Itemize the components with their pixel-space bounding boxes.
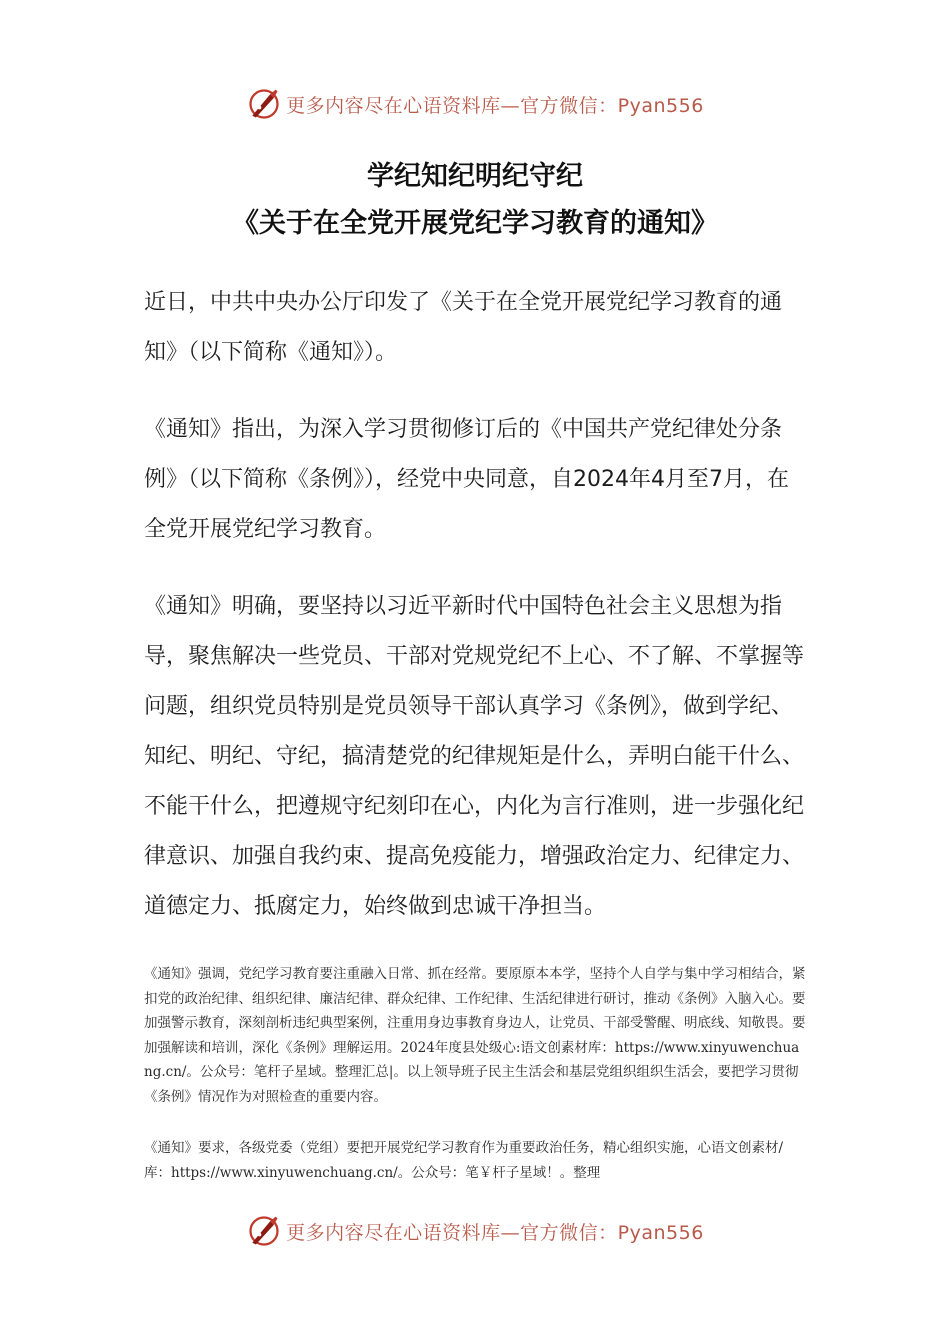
document-subtitle: 《关于在全党开展党纪学习教育的通知》 [232, 208, 718, 239]
wechat-id: Pyan556 [617, 1221, 704, 1244]
footer-watermark-banner [0, 1211, 950, 1251]
pen-nib-logo-icon [246, 1213, 282, 1249]
paragraph-2: 《通知》指出，为深入学习贯彻修订后的《中国共产党纪律处分条例》（以下简称《条例》），经党中央同意，自2024年4月至7月，在全党开展党纪学习教育。 [144, 417, 789, 542]
small-paragraph-2: 《通知》要求，各级党委（党组）要把开展党纪学习教育作为重要政治任务，精心组织实施，心语文创素材/库：https://www.xinyuwenchuang.cn/。公众号：笔￥杆子星域！。整理 [144, 1140, 784, 1181]
header-watermark-banner [0, 84, 950, 124]
paragraph-3: 《通知》明确，要坚持以习近平新时代中国特色社会主义思想为指导，聚焦解决一些党员、干部对党规党纪不上心、不了解、不掌握等问题，组织党员特别是党员领导干部认真学习《条例》，做到学纪、知纪、明纪、守纪，搞清楚党的纪律规矩是什么，弄明白能干什么、不能干什么，把遵规守纪刻印在心，内化为言行准则，进一步强化纪律意识、加强自我约束、提高免疫能力，增强政治定力、纪律定力、道德定力、抵腐定力，始终做到忠诚干净担当。 [144, 594, 805, 919]
small-paragraph-1: 《通知》强调，党纪学习教育要注重融入日常、抓在经常。要原原本本学，坚持个人自学与集中学习相结合，紧扣党的政治纪律、组织纪律、廉洁纪律、群众纪律、工作纪律、生活纪律进行研讨，推动《条例》入脑入心。要加强警示教育，深刻剖析违纪典型案例，注重用身边事教育身边人，让党员、干部受警醒、明底线、知敬畏。要加强解读和培训，深化《条例》理解运用。2024年度县处级心:语文创素材库：https://www.xinyuwenchuang.cn/。公众号：笔杆子星域。整理汇总|。以上领导班子民主生活会和基层党组织组织生活会，要把学习贯彻《条例》情况作为对照检查的重要内容。 [144, 966, 806, 1105]
banner-text: 更多内容尽在心语资料库—官方微信：Pyan556 [286, 1221, 704, 1244]
banner-text: 更多内容尽在心语资料库—官方微信：Pyan556 [286, 94, 704, 117]
pen-nib-logo-icon [246, 86, 282, 122]
document-title: 学纪知纪明纪守纪 [367, 161, 583, 192]
paragraph-1: 近日，中共中央办公厅印发了《关于在全党开展党纪学习教育的通知》（以下简称《通知》）。 [144, 290, 783, 365]
wechat-id: Pyan556 [617, 94, 704, 117]
